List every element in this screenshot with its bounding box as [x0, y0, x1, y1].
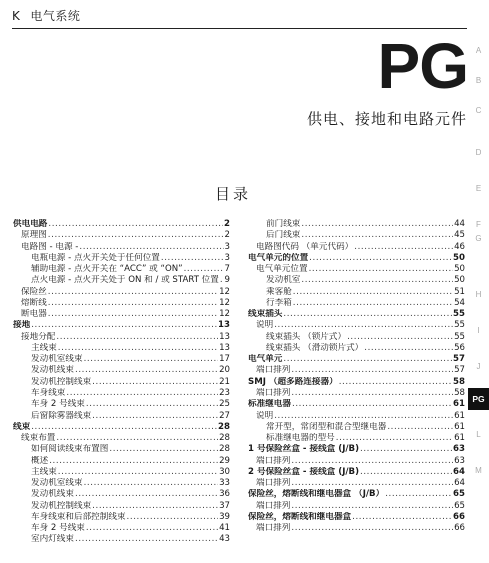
- toc-leader-dots: [387, 422, 453, 433]
- toc-entry[interactable]: [248, 332, 465, 343]
- toc-leader-dots: [220, 275, 224, 286]
- toc-entry-page: 39: [219, 511, 230, 522]
- toc-entry-page: 51: [454, 286, 465, 297]
- toc-leader-dots: [336, 433, 453, 444]
- toc-entry[interactable]: [248, 444, 465, 455]
- toc-entry[interactable]: [13, 309, 230, 320]
- section-code: PG: [377, 30, 468, 102]
- toc-entry-title: 发动机线束: [31, 365, 74, 376]
- toc-entry-page: 29: [219, 455, 230, 466]
- toc-leader-dots: [86, 523, 218, 534]
- toc-entry[interactable]: [248, 501, 465, 512]
- toc-leader-dots: [360, 444, 452, 455]
- toc-leader-dots: [48, 309, 218, 320]
- toc-entry-title: 线束插头: [248, 309, 283, 320]
- side-index-tab[interactable]: D: [475, 148, 482, 157]
- toc-entry[interactable]: [248, 298, 465, 309]
- toc-entry[interactable]: [248, 365, 465, 376]
- toc-leader-dots: [291, 388, 453, 399]
- toc-entry-page: 12: [219, 309, 230, 320]
- toc-entry-page: 57: [453, 354, 465, 365]
- toc-entry[interactable]: [248, 230, 465, 241]
- side-index-tab[interactable]: C: [475, 106, 482, 115]
- header-rule: [12, 28, 467, 29]
- toc-leader-dots: [360, 467, 452, 478]
- side-index-tab[interactable]: H: [475, 290, 482, 299]
- toc-leader-dots: [48, 219, 223, 230]
- toc-entry-page: 25: [219, 399, 230, 410]
- toc-leader-dots: [48, 298, 218, 309]
- toc-leader-dots: [274, 411, 453, 422]
- toc-leader-dots: [49, 456, 218, 467]
- toc-leader-dots: [291, 501, 453, 512]
- toc-entry-title: 说明: [256, 410, 274, 421]
- toc-leader-dots: [301, 219, 453, 230]
- running-header: [12, 7, 90, 24]
- toc-leader-dots: [58, 467, 218, 478]
- toc-entry-title: 后门线束: [266, 230, 301, 241]
- toc-leader-dots: [283, 354, 452, 365]
- toc-entry[interactable]: [248, 219, 465, 230]
- toc-entry-title: 断电器: [21, 309, 47, 320]
- toc-entry[interactable]: [248, 456, 465, 467]
- toc-entry[interactable]: [248, 320, 465, 331]
- toc-entry[interactable]: [248, 264, 465, 275]
- toc-leader-dots: [92, 377, 218, 388]
- toc-entry-title: 保险丝: [21, 286, 47, 297]
- toc-entry[interactable]: [13, 523, 230, 534]
- toc-entry[interactable]: [13, 388, 230, 399]
- toc-leader-dots: [309, 264, 453, 275]
- toc-entry-title: 接地分配: [21, 331, 56, 342]
- toc-entry[interactable]: [248, 523, 465, 534]
- toc-entry-title: 电气单元: [248, 354, 283, 365]
- toc-leader-dots: [66, 388, 218, 399]
- toc-entry-page: 41: [219, 523, 230, 534]
- toc-entry-title: 线束布置: [21, 433, 56, 444]
- toc-entry[interactable]: [13, 354, 230, 365]
- toc-entry-page: 7: [224, 264, 230, 275]
- toc-entry-title: 发动机控制线束: [31, 376, 92, 387]
- toc-leader-dots: [109, 444, 218, 455]
- toc-leader-dots: [291, 523, 453, 534]
- side-index-tab[interactable]: F: [476, 220, 481, 229]
- toc-entry-title: 端口排列: [256, 387, 291, 398]
- toc-leader-dots: [75, 489, 218, 500]
- toc-entry-page: 66: [454, 523, 465, 534]
- toc-entry[interactable]: [13, 501, 230, 512]
- toc-entry-page: 30: [219, 466, 230, 477]
- toc-entry-title: SMJ （超多路连接器）: [248, 376, 338, 387]
- toc-entry-page: 54: [454, 297, 465, 308]
- toc-entry[interactable]: [248, 433, 465, 444]
- toc-entry-page: 55: [454, 320, 465, 331]
- toc-entry-title: 行李箱: [266, 297, 292, 308]
- toc-entry-title: 车身线束: [31, 387, 66, 398]
- toc-entry-title: 电路图 - 电源 -: [21, 241, 79, 252]
- toc-entry[interactable]: [13, 478, 230, 489]
- toc-entry[interactable]: [13, 253, 230, 264]
- toc-entry-page: 64: [453, 466, 465, 477]
- toc-entry-page: 58: [454, 387, 465, 398]
- toc-entry[interactable]: [248, 478, 465, 489]
- toc-entry-title: 熔断线: [21, 297, 47, 308]
- toc-entry-title: 端口排列: [256, 365, 291, 376]
- toc-entry-title: 发动机控制线束: [31, 500, 92, 511]
- toc-entry-page: 57: [454, 365, 465, 376]
- toc-entry-page: 20: [219, 365, 230, 376]
- toc-entry-page: 3: [224, 241, 230, 252]
- toc-entry-page: 9: [224, 275, 230, 286]
- toc-entry-page: 61: [454, 410, 465, 421]
- toc-leader-dots: [274, 320, 453, 331]
- toc-entry-page: 61: [453, 399, 465, 410]
- toc-entry-page: 33: [219, 478, 230, 489]
- toc-entry-title: 前门线束: [266, 219, 301, 229]
- toc-entry[interactable]: [13, 320, 230, 331]
- toc-leader-dots: [75, 534, 218, 545]
- toc-entry[interactable]: [248, 388, 465, 399]
- toc-entry-page: 45: [454, 230, 465, 241]
- toc-entry[interactable]: [13, 411, 230, 422]
- toc-entry[interactable]: [13, 230, 230, 241]
- toc-entry-title: 接地: [13, 320, 31, 331]
- toc-entry-page: 50: [453, 252, 465, 263]
- toc-entry-page: 37: [219, 500, 230, 511]
- toc-leader-dots: [291, 478, 453, 489]
- toc-leader-dots: [301, 275, 453, 286]
- toc-entry-title: 端口排列: [256, 500, 291, 511]
- toc-right-column: [248, 219, 465, 534]
- toc-entry-title: 车身 2 号线束: [31, 523, 85, 534]
- toc-entry-title: 原理图: [21, 230, 47, 241]
- toc-entry-page: 13: [218, 320, 230, 331]
- toc-entry-page: 28: [218, 421, 230, 432]
- toc-leader-dots: [86, 399, 218, 410]
- toc-leader-dots: [301, 230, 453, 241]
- toc-entry[interactable]: [248, 411, 465, 422]
- toc-entry-title: 辅助电源 - 点火开关在 “ACC” 或 “ON”: [31, 264, 183, 275]
- toc-entry[interactable]: [248, 253, 465, 264]
- toc-entry[interactable]: [13, 444, 230, 455]
- toc-leader-dots: [84, 354, 218, 365]
- toc-entry[interactable]: [13, 433, 230, 444]
- toc-entry-page: 3: [224, 252, 230, 263]
- toc-entry-page: 13: [219, 331, 230, 342]
- toc-entry-title: 电气单元位置: [256, 264, 308, 275]
- toc-entry[interactable]: [248, 512, 465, 523]
- toc-entry[interactable]: [248, 377, 465, 388]
- toc-entry[interactable]: [248, 399, 465, 410]
- toc-entry-page: 28: [219, 444, 230, 455]
- toc-entry-title: 电路图代码 （单元代码）: [256, 241, 354, 252]
- toc-entry-page: 21: [219, 376, 230, 387]
- toc-entry-title: 2 号保险丝盒 - 接线盒 (J/B): [248, 466, 360, 477]
- toc-entry-title: 后窗除雾器线束: [31, 410, 92, 421]
- toc-entry-title: 标准继电器: [248, 399, 291, 410]
- toc-entry-title: 电气单元的位置: [248, 252, 309, 263]
- toc-entry-page: 12: [219, 297, 230, 308]
- toc-entry-title: 车身线束和后部控制线束: [31, 511, 126, 522]
- toc-entry[interactable]: [248, 467, 465, 478]
- toc-leader-dots: [354, 242, 453, 253]
- toc-entry-title: 发动机室线束: [31, 354, 83, 365]
- section-subtitle: 供电、接地和电路元件: [306, 110, 467, 128]
- toc-entry-title: 1 号保险丝盒 - 接线盒 (J/B): [248, 444, 360, 455]
- toc-leader-dots: [92, 411, 218, 422]
- toc-entry[interactable]: [13, 422, 230, 433]
- section-name: 电气系统: [30, 9, 81, 23]
- toc-entry-title: 乘客舱: [266, 286, 292, 297]
- toc-leader-dots: [291, 365, 453, 376]
- side-index-tab[interactable]: B: [475, 76, 482, 85]
- side-index-tab[interactable]: M: [475, 466, 482, 475]
- toc-entry[interactable]: [13, 219, 230, 230]
- toc-entry-page: 61: [454, 421, 465, 432]
- toc-entry-page: 65: [453, 489, 465, 500]
- toc-entry-page: 64: [454, 478, 465, 489]
- toc-entry-title: 点火电源 - 点火开关处于 ON 和 / 或 START 位置: [31, 275, 219, 286]
- toc-entry-title: 端口排列: [256, 478, 291, 489]
- side-index-tab[interactable]: J: [476, 362, 481, 371]
- toc-entry-title: 电瓶电源 - 点火开关处于任何位置: [31, 252, 160, 263]
- toc-leader-dots: [127, 512, 219, 523]
- toc-entry-page: 43: [219, 534, 230, 545]
- toc-left-column: [13, 219, 230, 546]
- toc-entry-page: 65: [454, 500, 465, 511]
- toc-entry-page: 12: [219, 286, 230, 297]
- toc-entry-title: 保险丝，熔断线和继电器盒: [248, 511, 352, 522]
- toc-leader-dots: [385, 489, 452, 500]
- toc-entry[interactable]: [13, 489, 230, 500]
- toc-leader-dots: [292, 399, 452, 410]
- toc-entry[interactable]: [248, 422, 465, 433]
- toc-entry-title: 常开型，常闭型和混合型继电器: [266, 421, 387, 432]
- side-index-tab[interactable]: E: [475, 184, 482, 193]
- toc-entry-title: 标准继电器的型号: [266, 433, 335, 444]
- toc-leader-dots: [291, 456, 453, 467]
- toc-entry[interactable]: [13, 264, 230, 275]
- toc-leader-dots: [352, 512, 452, 523]
- toc-entry-title: 主线束: [31, 466, 57, 477]
- toc-entry-page: 46: [454, 241, 465, 252]
- toc-leader-dots: [293, 287, 453, 298]
- toc-leader-dots: [161, 253, 224, 264]
- toc-entry[interactable]: [248, 489, 465, 500]
- toc-entry-title: 线束: [13, 421, 31, 432]
- toc-entry[interactable]: [248, 343, 465, 354]
- toc-entry-title: 保险丝，熔断线和继电器盒 （J/B）: [248, 489, 385, 500]
- toc-entry-page: 2: [224, 219, 230, 229]
- toc-entry-title: 车身 2 号线束: [31, 399, 85, 410]
- toc-entry-page: 27: [219, 410, 230, 421]
- toc-leader-dots: [31, 320, 217, 331]
- toc-entry-page: 23: [219, 387, 230, 398]
- side-index-tab[interactable]: PG: [468, 388, 489, 410]
- toc-entry-title: 概述: [31, 455, 49, 466]
- toc-leader-dots: [79, 242, 223, 253]
- toc-entry[interactable]: [13, 343, 230, 354]
- toc-entry-page: 56: [454, 342, 465, 353]
- toc-leader-dots: [48, 230, 224, 241]
- toc-entry-title: 说明: [256, 320, 274, 331]
- toc-leader-dots: [84, 478, 218, 489]
- side-index-tab[interactable]: A: [475, 46, 482, 55]
- toc-entry-title: 发动机室线束: [31, 478, 83, 489]
- toc-entry-title: 线束插头 （锁片式）: [266, 331, 347, 342]
- section-letter: K: [12, 9, 21, 23]
- toc-entry-title: 端口排列: [256, 455, 291, 466]
- toc-entry-page: 50: [454, 275, 465, 286]
- toc-entry-page: 2: [224, 230, 230, 241]
- toc-entry[interactable]: [248, 242, 465, 253]
- toc-entry-page: 13: [219, 342, 230, 353]
- toc-leader-dots: [56, 433, 218, 444]
- toc-leader-dots: [56, 332, 218, 343]
- toc-entry-page: 61: [454, 433, 465, 444]
- toc-entry[interactable]: [13, 456, 230, 467]
- toc-title: 目录: [214, 185, 251, 203]
- toc-entry-page: 63: [454, 455, 465, 466]
- toc-leader-dots: [309, 253, 452, 264]
- toc-entry-title: 室内灯线束: [31, 534, 74, 545]
- toc-entry-title: 供电电路: [13, 219, 48, 229]
- toc-entry-page: 55: [454, 331, 465, 342]
- toc-entry[interactable]: [13, 275, 230, 286]
- toc-entry-page: 17: [219, 354, 230, 365]
- toc-entry-page: 44: [454, 219, 465, 229]
- side-index-tab[interactable]: L: [476, 430, 481, 439]
- toc-entry-page: 58: [453, 376, 465, 387]
- toc-entry[interactable]: [13, 242, 230, 253]
- toc-entry[interactable]: [13, 512, 230, 523]
- toc-entry[interactable]: [13, 377, 230, 388]
- toc-entry[interactable]: [13, 399, 230, 410]
- toc-entry[interactable]: [13, 467, 230, 478]
- side-index-tab[interactable]: I: [477, 326, 480, 335]
- toc-entry[interactable]: [13, 534, 230, 545]
- toc-leader-dots: [31, 422, 217, 433]
- side-index-tab[interactable]: G: [475, 234, 482, 243]
- toc-entry-title: 发动机线束: [31, 489, 74, 500]
- toc-leader-dots: [48, 287, 218, 298]
- toc-leader-dots: [347, 332, 453, 343]
- toc-leader-dots: [364, 343, 453, 354]
- toc-entry[interactable]: [13, 298, 230, 309]
- toc-leader-dots: [184, 264, 224, 275]
- toc-entry-page: 36: [219, 489, 230, 500]
- toc-entry-title: 如何阅读线束布置图: [31, 444, 109, 455]
- toc-entry-title: 端口排列: [256, 523, 291, 534]
- toc-entry[interactable]: [248, 354, 465, 365]
- toc-entry-page: 28: [219, 433, 230, 444]
- toc-leader-dots: [293, 298, 453, 309]
- toc-leader-dots: [283, 309, 452, 320]
- toc-entry[interactable]: [248, 275, 465, 286]
- toc-entry-page: 63: [453, 444, 465, 455]
- toc-entry-title: 线束插头 （滑动锁片式）: [266, 342, 364, 353]
- toc-entry[interactable]: [13, 365, 230, 376]
- toc-entry-page: 55: [453, 309, 465, 320]
- toc-entry-title: 发动机室: [266, 275, 301, 286]
- toc-leader-dots: [58, 343, 218, 354]
- toc-entry-page: 66: [453, 511, 465, 522]
- toc-entry-title: 主线束: [31, 342, 57, 353]
- toc-leader-dots: [75, 365, 218, 376]
- toc-leader-dots: [339, 377, 452, 388]
- toc-entry-page: 50: [454, 264, 465, 275]
- toc-entry[interactable]: [13, 332, 230, 343]
- toc-entry[interactable]: [248, 287, 465, 298]
- toc-leader-dots: [92, 501, 218, 512]
- toc-entry[interactable]: [248, 309, 465, 320]
- toc-entry[interactable]: [13, 287, 230, 298]
